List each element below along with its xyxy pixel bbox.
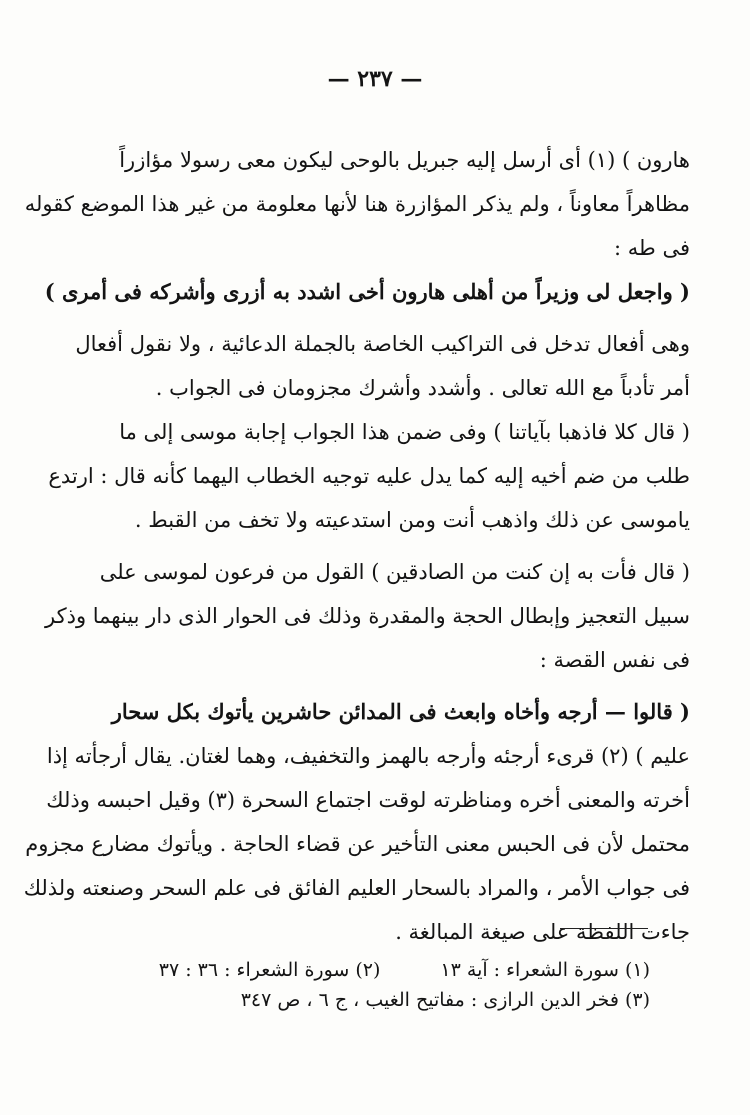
footnote-divider — [560, 928, 648, 929]
text-line: عليم ) (٢) قرىء أرجئه وأرجه بالهمز والتخفيف، وهما لغتان. يقال أرجأته إذا — [46, 744, 690, 768]
text-line: طلب من ضم أخيه إليه كما يدل عليه توجيه الخطاب اليهما كأنه قال : ارتدع — [48, 464, 690, 488]
body-text — [23, 138, 690, 954]
text-line: فى جواب الأمر ، والمراد بالسحار العليم الفائق فى علم السحر وصنعته ولذلك — [23, 876, 690, 900]
footnote-3: (٣) فخر الدين الرازى : مفاتيح الغيب ، ج ٦ ، ص ٣٤٧ — [240, 989, 650, 1011]
text-line: فى نفس القصة : — [539, 648, 690, 672]
text-line: وهى أفعال تدخل فى التراكيب الخاصة بالجملة الدعائية ، ولا نقول أفعال — [75, 332, 690, 356]
footnotes — [90, 955, 650, 1015]
text-line: هارون ) (١) أى أرسل إليه جبريل بالوحى ليكون معى رسولا مؤازراً — [119, 148, 690, 172]
text-line: ياموسى عن ذلك واذهب أنت ومن استدعيته ولا تخف من القبط . — [134, 508, 690, 532]
text-line: جاءت اللفظة على صيغة المبالغة . — [395, 920, 690, 944]
quran-quote-line: ( قالوا — أرجه وأخاه وابعث فى المدائن حاشرين يأتوك بكل سحار — [111, 699, 690, 724]
quran-quote-line: ( واجعل لى وزيراً من أهلى هارون أخى اشدد به أزرى وأشركه فى أمرى ) — [44, 279, 690, 304]
text-line: أخرته والمعنى أخره ومناظرته لوقت اجتماع السحرة (٣) وقيل احبسه وذلك — [46, 788, 690, 812]
text-line: ( قال كلا فاذهبا بآياتنا ) وفى ضمن هذا الجواب إجابة موسى إلى ما — [119, 420, 690, 444]
page-number: — ٢٣٧ — — [327, 66, 423, 92]
text-line: ( قال فأت به إن كنت من الصادقين ) القول من فرعون لموسى على — [99, 560, 690, 584]
footnote-2: (٢) سورة الشعراء : ٣٦ : ٣٧ — [158, 959, 381, 981]
footnote-row — [90, 955, 650, 985]
text-line: فى طه : — [614, 236, 690, 260]
footnote-row — [90, 985, 650, 1015]
text-line: محتمل لأن فى الحبس معنى التأخير عن قضاء الحاجة . ويأتوك مضارع مجزوم — [25, 832, 690, 856]
footnote-1: (١) سورة الشعراء : آية ١٣ — [440, 959, 650, 981]
text-line: مظاهراً معاوناً ، ولم يذكر المؤازرة هنا لأنها معلومة من غير هذا الموضع كقوله — [24, 192, 690, 216]
text-line: أمر تأدباً مع الله تعالى . وأشدد وأشرك مجزومان فى الجواب . — [155, 376, 690, 400]
text-line: سبيل التعجيز وإبطال الحجة والمقدرة وذلك فى الحوار الذى دار بينهما وذكر — [45, 604, 690, 628]
